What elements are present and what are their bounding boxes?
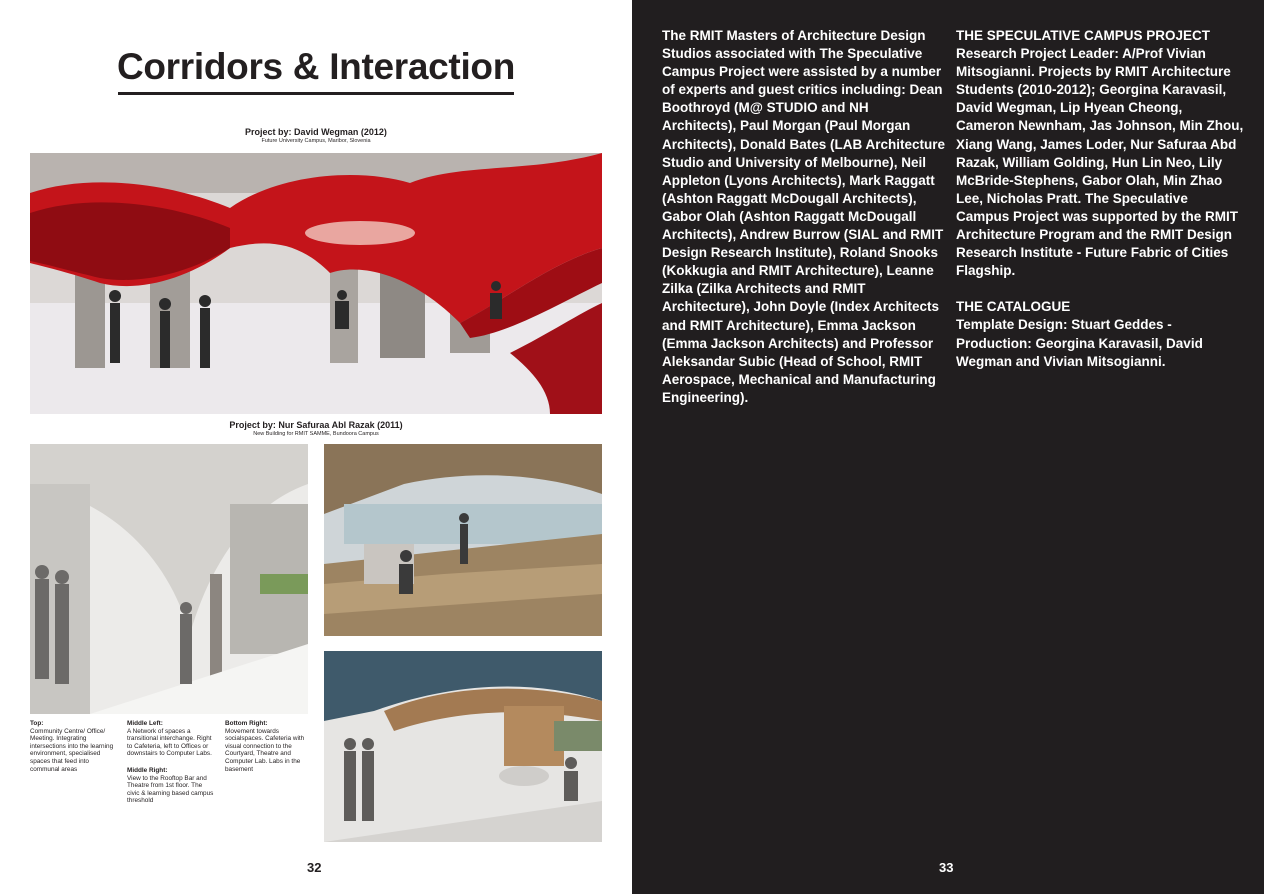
intro-column	[662, 27, 946, 425]
page-title: Corridors & Interaction	[116, 46, 516, 87]
render-red-corridor	[30, 153, 602, 414]
credits-column	[956, 27, 1244, 389]
project1-subtitle: Future University Campus, Maribor, Slovenia	[261, 138, 371, 144]
title-underline	[118, 92, 514, 95]
caption-top	[30, 720, 120, 773]
project2-subtitle: New Building for RMIT SAMME, Bundoora Campus	[253, 431, 379, 437]
project1-credit	[0, 127, 632, 145]
project2-credit	[0, 420, 632, 438]
caption-bottom-right-text: Movement towards socialspaces. Cafeteria with visual connection to the Courtyard, Theatre and Computer Lab. Labs in the basement	[225, 727, 305, 773]
caption-bottom-right	[225, 720, 313, 773]
render-cafeteria	[324, 651, 602, 842]
catalogue-text: Template Design: Stuart Geddes - Production: Georgina Karavasil, David Wegman and Vivian Mitsogianni.	[956, 317, 1203, 369]
page-number-right: 33	[939, 860, 954, 875]
caption-middle-left-heading: Middle Left:	[127, 720, 163, 727]
project-text: Research Project Leader: A/Prof Vivian Mitsogianni. Projects by RMIT Architecture Students (2010-2012); Georgina Karavasil, David Wegman, Lip Hyean Cheong, Cameron Newnham, Jas Johnson, Min Zhou, Xiang Wang, James Loder, Nur Safuraa Abd Razak, William Golding, Hun Lin Neo, Lily McBride-Stephens, Gabor Olah, Min Zhao Lee, Nicholas Pratt. The Speculative Campus Project was supported by the RMIT Architecture Program and the RMIT Design Research Institute - Future Fabric of Cities Flagship.	[956, 46, 1244, 279]
right-page	[632, 0, 1264, 894]
caption-top-heading: Top:	[30, 720, 44, 727]
caption-middle-column	[127, 720, 215, 814]
caption-middle-right-text: View to the Rooftop Bar and Theatre from 1st floor. The civic & learning based campus threshold	[127, 774, 214, 805]
project2-by: Project by: Nur Safuraa Abl Razak (2011)	[229, 420, 403, 430]
caption-top-text: Community Centre/ Office/ Meeting. Integrating intersections into the learning environment, specialised spaces that feed into communal areas	[30, 727, 114, 773]
caption-middle-right-heading: Middle Right:	[127, 766, 168, 774]
intro-text: The RMIT Masters of Architecture Design Studios associated with The Speculative Campus Project were assisted by a number of experts and guest critics including: Dean Boothroyd (M@ STUDIO and NH Architects), Paul Morgan (Paul Morgan Architects), Donald Bates (LAB Architecture Studio and University of Melbourne), Neil Appleton (Lyons Architects), Mark Raggatt (Ashton Raggatt McDougall Architects), Gabor Olah (Ashton Raggatt McDougall Architects), Andrew Burrow (SIAL and RMIT Design Research Institute), Roland Snooks (Kokkugia and RMIT Architecture), Leanne Zilka (Zilka Architects and RMIT Architecture), John Doyle (Index Architects and RMIT Architecture), Emma Jackson (Emma Jackson Architects) and Professor Aleksandar Subic (Head of School, RMIT Aerospace, Mechanical and Manufacturing Engineering).	[662, 28, 946, 405]
render-transitional-interchange	[30, 444, 308, 714]
project-heading: THE SPECULATIVE CAMPUS PROJECT	[956, 28, 1211, 43]
caption-bottom-right-heading: Bottom Right:	[225, 720, 268, 727]
project1-by: Project by: David Wegman (2012)	[245, 127, 387, 137]
caption-middle-left-text: A Network of spaces a transitional interchange. Right to Cafeteria, left to Offices or downstairs to Computer Labs.	[127, 727, 212, 758]
render-rooftop-view	[324, 444, 602, 636]
page-number-left: 32	[307, 860, 322, 875]
catalogue-heading: THE CATALOGUE	[956, 299, 1071, 315]
